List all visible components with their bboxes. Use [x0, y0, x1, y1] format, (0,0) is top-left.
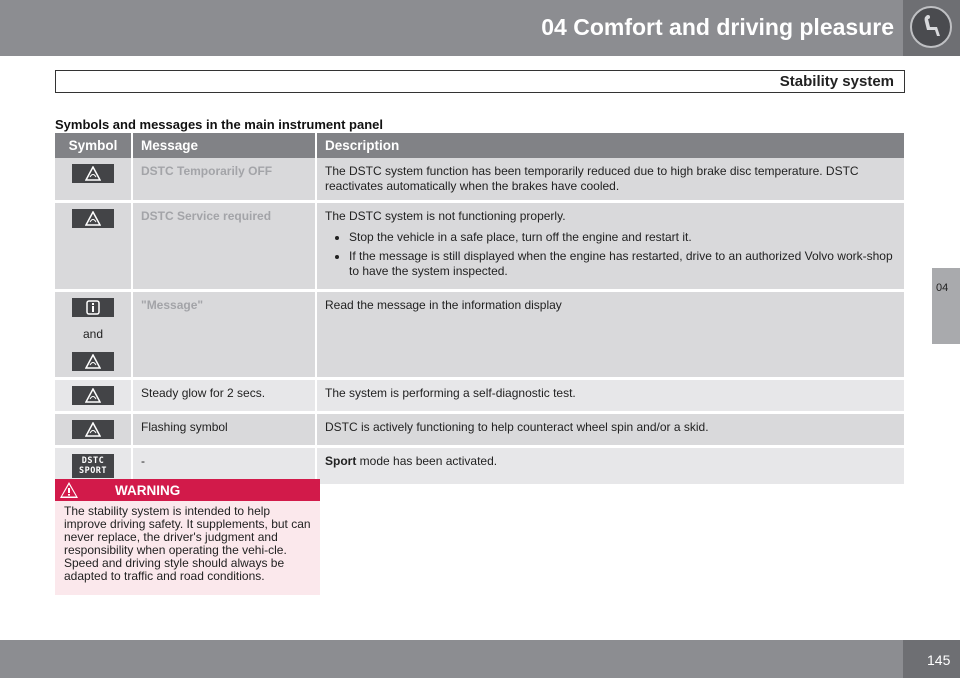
column-header-message: Message: [132, 133, 316, 158]
chapter-tab[interactable]: [932, 268, 960, 344]
description-bold: Sport: [325, 454, 357, 468]
section-box: [55, 70, 905, 93]
description-text: mode has been activated.: [356, 454, 498, 468]
table-row: [55, 413, 904, 447]
column-header-symbol: Symbol: [55, 133, 132, 158]
description-cell: DSTC is actively functioning to help counteract wheel spin and/or a skid.: [316, 413, 904, 447]
dstc-warning-icon: [72, 352, 114, 371]
description-cell: The system is performing a self-diagnostic test.: [316, 379, 904, 413]
message-cell: "Message": [132, 291, 316, 379]
chapter-tab-label: 04: [936, 282, 949, 294]
dstc-sport-icon: [72, 454, 114, 478]
warning-box: [55, 479, 320, 595]
dstc-warning-icon: [72, 386, 114, 405]
symbol-cell: [55, 413, 132, 447]
description-text: The DSTC system is not functioning properly.: [325, 209, 566, 223]
description-cell: [316, 202, 904, 291]
dstc-warning-icon: [72, 164, 114, 183]
column-header-description: Description: [316, 133, 904, 158]
warning-title: WARNING: [115, 483, 181, 498]
message-cell: Flashing symbol: [132, 413, 316, 447]
description-cell: Read the message in the information display: [316, 291, 904, 379]
bullet-list: [325, 230, 896, 279]
symbol-joiner: and: [82, 327, 104, 341]
table-header-row: [55, 133, 904, 158]
warning-header: [55, 479, 320, 501]
symbol-cell: [55, 379, 132, 413]
table-row: [55, 291, 904, 379]
table-row: [55, 379, 904, 413]
sport-icon-line1: DSTC: [81, 456, 105, 466]
table-row: [55, 202, 904, 291]
bullet-item: • Stop the vehicle in a safe place, turn off the engine and restart it.: [349, 230, 896, 245]
info-icon: [72, 298, 114, 317]
symbols-table: [55, 133, 904, 487]
table-heading: Symbols and messages in the main instrument panel: [55, 117, 383, 132]
message-cell: -: [132, 447, 316, 486]
bullet-item: • If the message is still displayed when the engine has restarted, drive to an authorized Volvo work-shop to have the system inspected.: [349, 249, 896, 279]
warning-text: The stability system is intended to help improve driving safety. It supplements, but can never replace, the driver's judgment and responsibility when operating the vehi-cle. Speed and driving style should always be adapted to traffic and road conditions.: [64, 504, 311, 583]
page-number: 145: [927, 652, 951, 668]
description-cell: The DSTC system function has been temporarily reduced due to high brake disc temperature. DSTC reactivates automatically when the brakes have cooled.: [316, 158, 904, 202]
description-cell: [316, 447, 904, 486]
chapter-title: 04 Comfort and driving pleasure: [541, 14, 894, 40]
dstc-warning-icon: [72, 420, 114, 439]
symbol-cell: [55, 291, 132, 379]
section-title: Stability system: [779, 73, 894, 90]
symbol-cell: [55, 202, 132, 291]
table-row: [55, 158, 904, 202]
footer-bar: [0, 640, 903, 678]
seat-icon: [910, 6, 952, 48]
message-cell: DSTC Service required: [132, 202, 316, 291]
warning-triangle-icon: [59, 481, 79, 499]
dstc-warning-icon: [72, 209, 114, 228]
message-cell: Steady glow for 2 secs.: [132, 379, 316, 413]
symbol-cell: [55, 158, 132, 202]
message-cell: DSTC Temporarily OFF: [132, 158, 316, 202]
sport-icon-line2: SPORT: [78, 466, 108, 476]
